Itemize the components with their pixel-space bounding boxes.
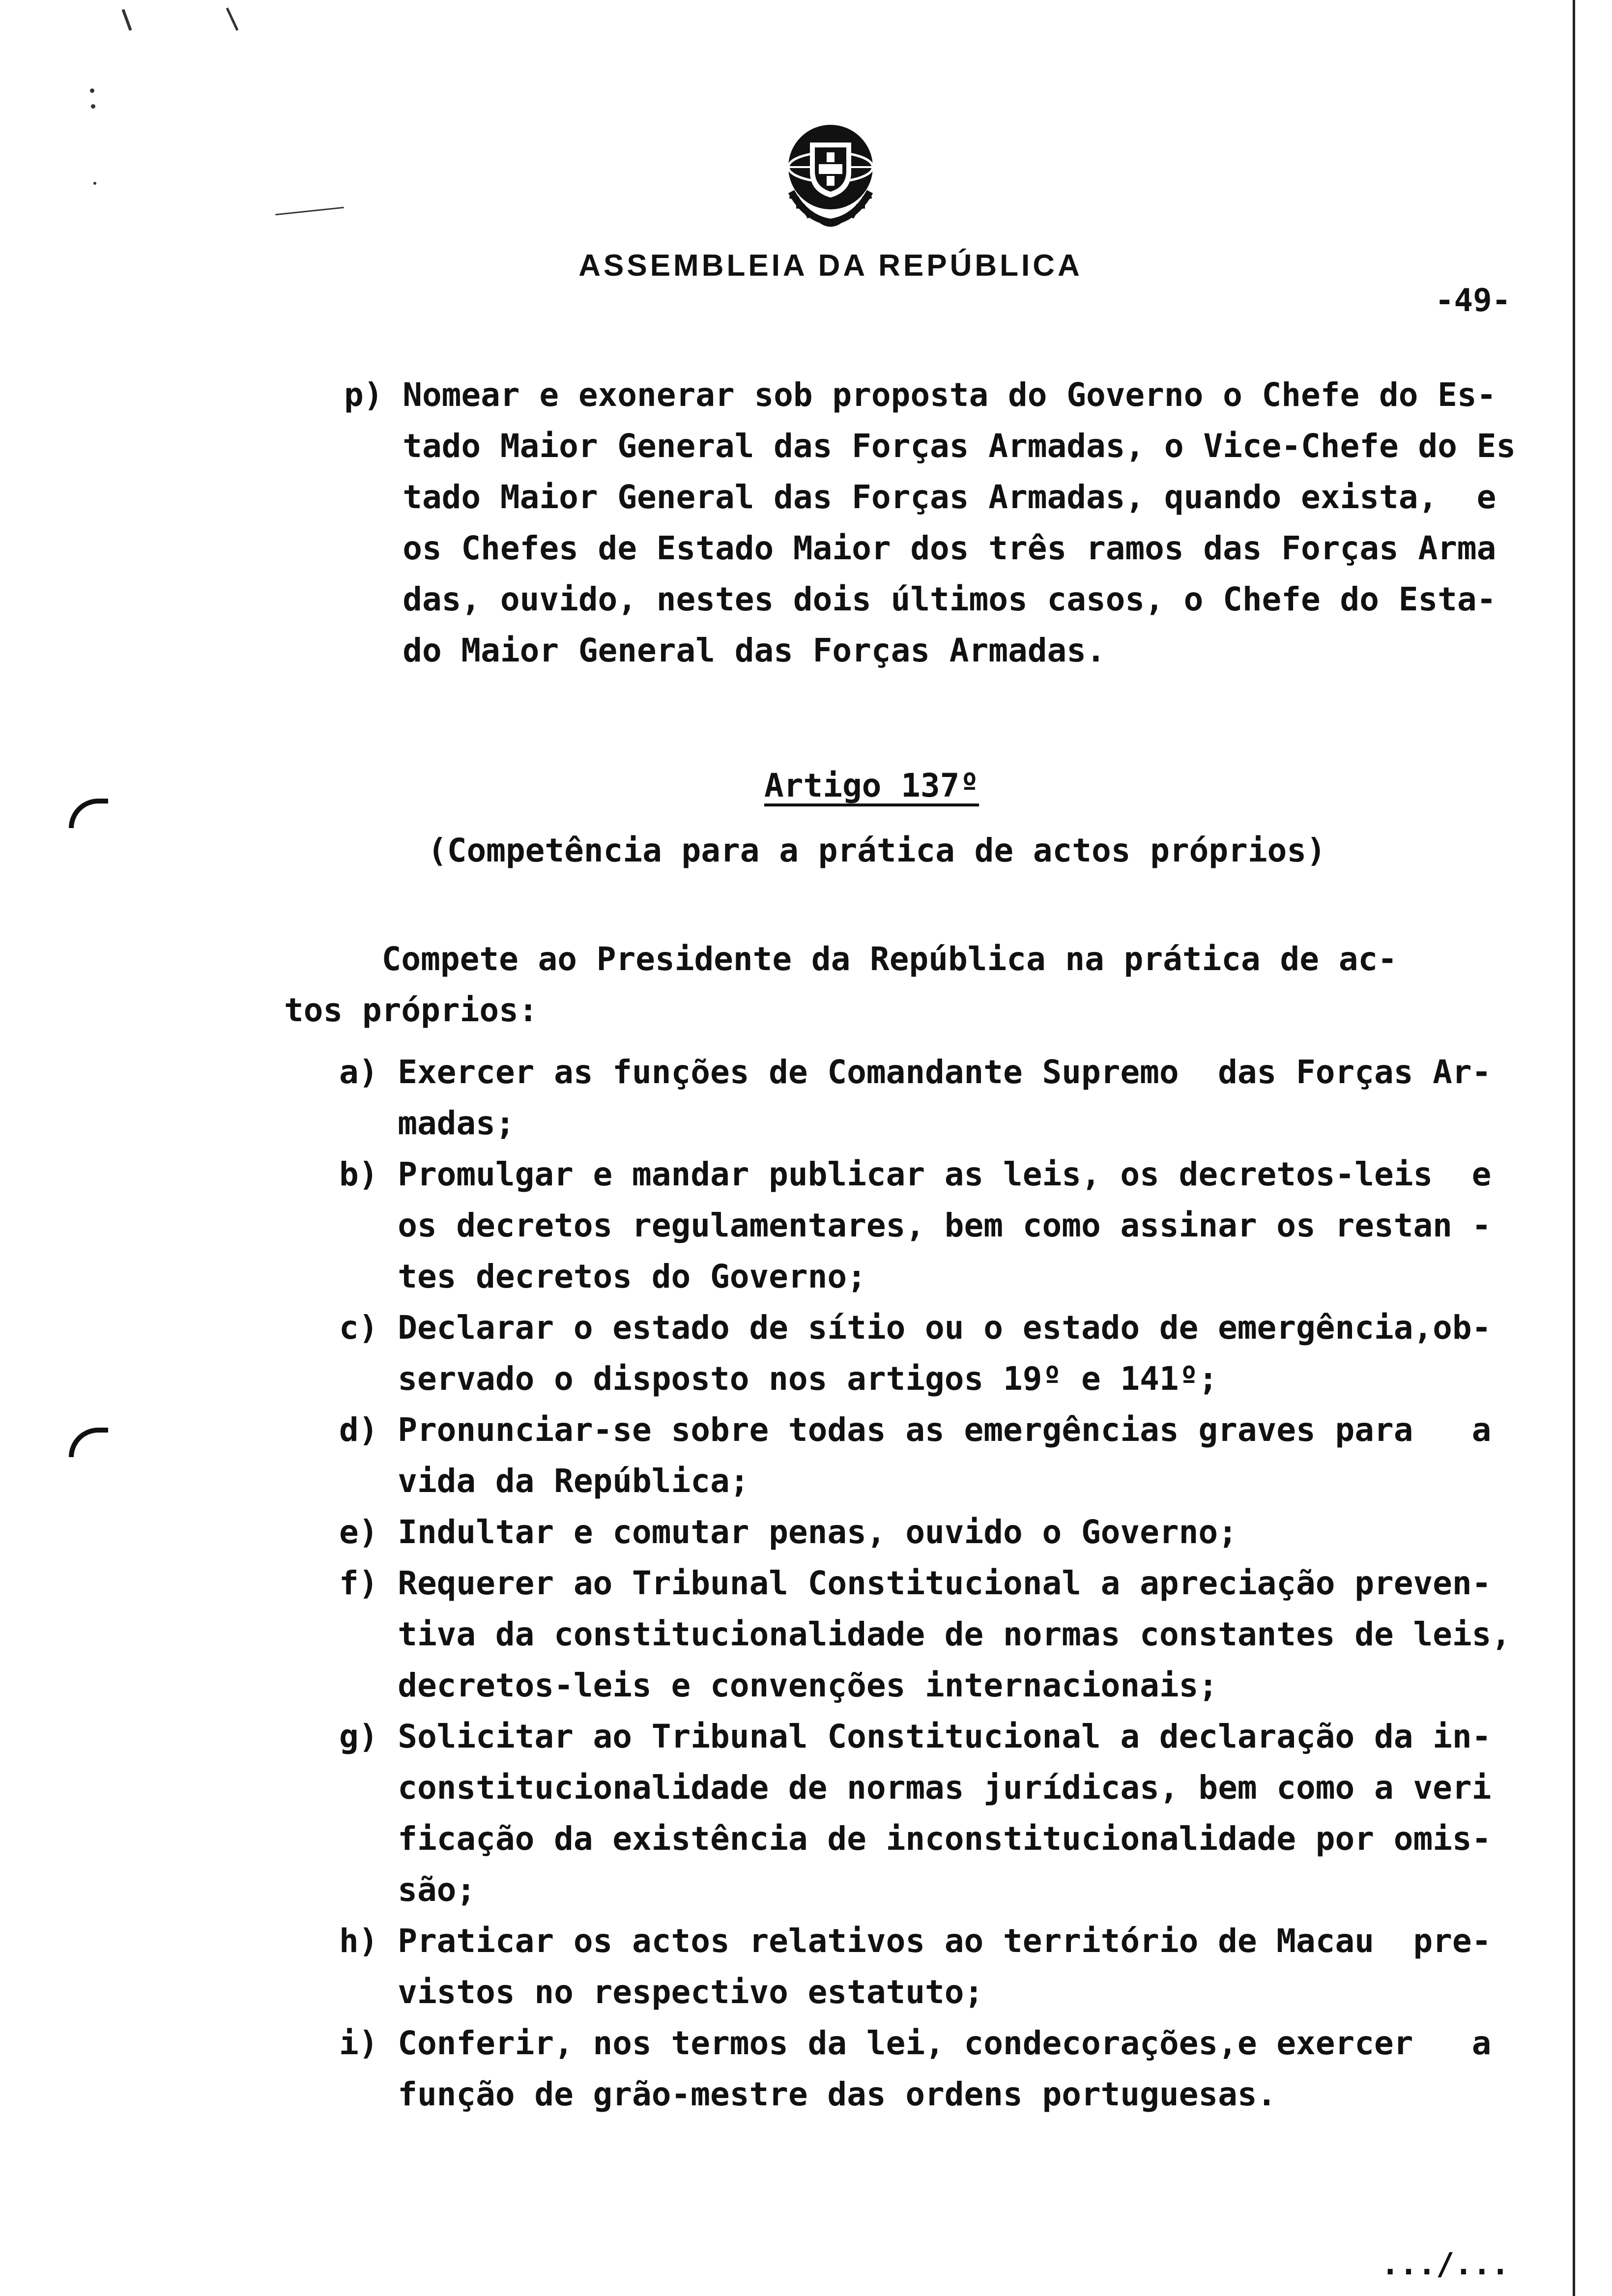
- scan-mark: [226, 7, 239, 30]
- article-item-list: [339, 1047, 1511, 2120]
- scan-mark: [275, 207, 344, 216]
- scan-mark: [121, 9, 132, 30]
- list-item-p: p) Nomear e exonerar sob proposta do Governo o Chefe do Es- tado Maior General das Forças Armadas, o Vice-Chefe do Es tado Maior General das Forças Armadas, quando exista, e os Chefes de Estado Maior dos três ramos das Forças Arma das, ouvido, nestes dois últimos casos, o Chefe do Esta- do Maior General das Forças Armadas.: [344, 376, 1516, 669]
- list-item-i: i) Conferir, nos termos da lei, condecorações,e exercer a função de grão-mestre das ordens portuguesas.: [339, 2024, 1492, 2113]
- continuation-marker: .../...: [1381, 2246, 1510, 2282]
- margin-arc-mark: [69, 799, 108, 828]
- scan-mark: [93, 182, 96, 185]
- list-item-g: g) Solicitar ao Tribunal Constitucional a declaração da in- constitucionalidade de normas jurídicas, bem como a veri ficação da existência de inconstitucionalidade por omis- são;: [339, 1718, 1492, 1909]
- list-item-e: e) Indultar e comutar penas, ouvido o Governo;: [339, 1513, 1238, 1551]
- article-title: Artigo 137º: [764, 767, 979, 804]
- list-item-h: h) Praticar os actos relativos ao território de Macau pre- vistos no respectivo estatuto;: [339, 1922, 1492, 2011]
- article-subtitle: (Competência para a prática de actos próprios): [428, 832, 1326, 869]
- page-number: -49-: [1435, 283, 1511, 319]
- list-item-f: f) Requerer ao Tribunal Constitucional a apreciação preven- tiva da constitucionalidade de normas constantes de leis, decretos-leis e convenções internacionais;: [339, 1564, 1511, 1704]
- scan-mark: [90, 88, 94, 93]
- page-edge-line: [1573, 0, 1575, 2296]
- list-item-b: b) Promulgar e mandar publicar as leis, os decretos-leis e os decretos regulamentares, bem como assinar os restan - tes decretos do Governo;: [339, 1155, 1492, 1295]
- assembly-title: ASSEMBLEIA DA REPÚBLICA: [578, 249, 1083, 283]
- scan-mark: [91, 104, 95, 109]
- article-intro: Compete ao Presidente da República na prática de ac- tos próprios:: [284, 940, 1397, 1029]
- portuguese-coat-of-arms-icon: [772, 118, 890, 231]
- list-item-c: c) Declarar o estado de sítio ou o estado de emergência,ob- servado o disposto nos artigos 19º e 141º;: [339, 1309, 1492, 1398]
- margin-arc-mark: [69, 1428, 108, 1457]
- list-item-a: a) Exercer as funções de Comandante Supremo das Forças Ar- madas;: [339, 1053, 1492, 1142]
- list-item-d: d) Pronunciar-se sobre todas as emergências graves para a vida da República;: [339, 1411, 1492, 1500]
